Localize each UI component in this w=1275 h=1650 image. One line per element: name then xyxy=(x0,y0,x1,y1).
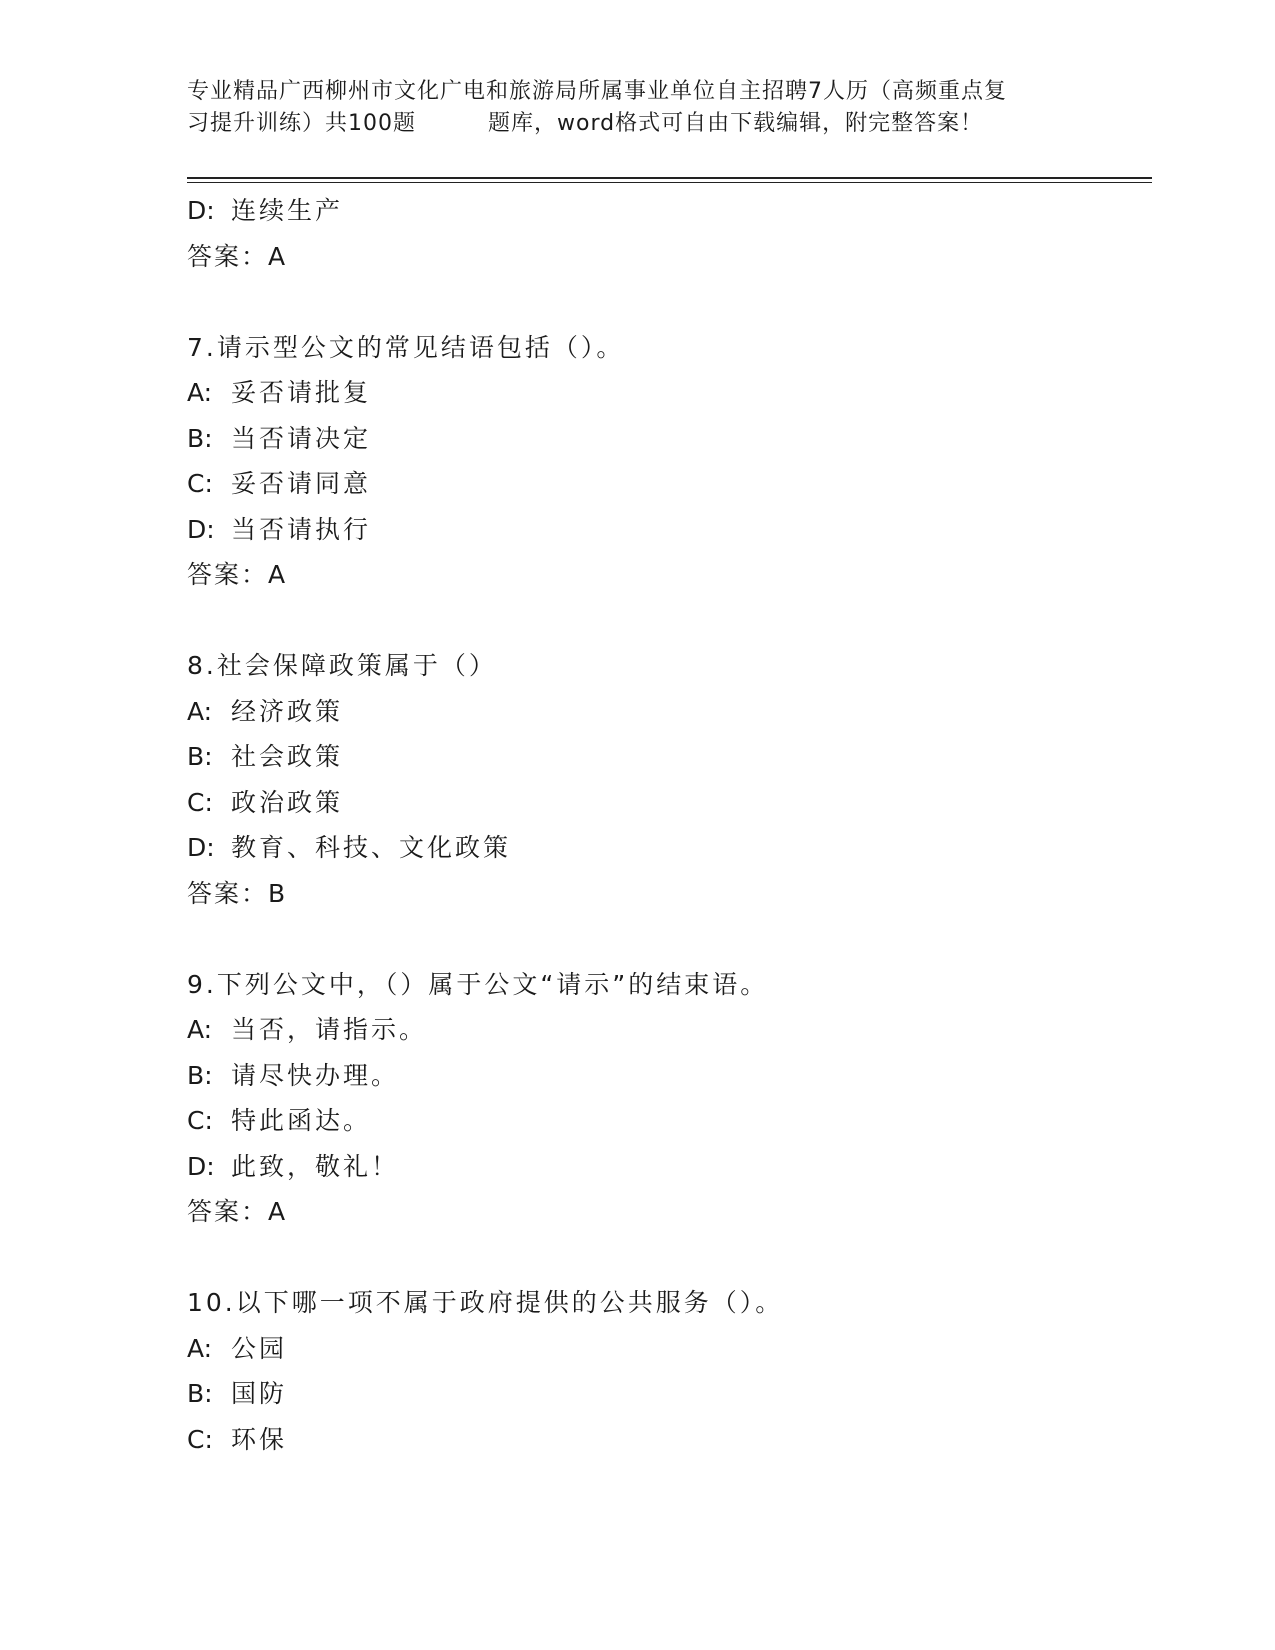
header-line-2-right: 题库，word格式可自由下载编辑，附完整答案！ xyxy=(488,111,984,136)
option-key: B: xyxy=(187,742,213,771)
option-line xyxy=(187,689,1127,735)
answer-value: A xyxy=(268,560,286,589)
question-stem: 9.下列公文中，（）属于公文“请示”的结束语。 xyxy=(187,969,769,999)
option-line xyxy=(187,1417,1127,1463)
option-text: 当否请决定 xyxy=(231,423,372,453)
option-line xyxy=(187,507,1127,553)
option-text: 国防 xyxy=(231,1379,288,1408)
option-key: D: xyxy=(187,833,215,862)
option-key: D: xyxy=(187,1151,215,1181)
option-key: D: xyxy=(187,514,215,544)
question-stem: 10.以下哪一项不属于政府提供的公共服务（）。 xyxy=(187,1288,784,1317)
question-stem: 7.请示型公文的常见结语包括（）。 xyxy=(187,332,625,362)
answer-line xyxy=(187,234,1127,280)
option-line xyxy=(187,1007,1127,1053)
option-text: 教育、科技、文化政策 xyxy=(231,833,512,862)
option-line xyxy=(187,780,1127,826)
option-text: 妥否请同意 xyxy=(231,469,372,498)
option-text: 妥否请批复 xyxy=(231,378,372,407)
option-text: 公园 xyxy=(231,1333,288,1363)
option-key: C: xyxy=(187,1424,213,1454)
page-header xyxy=(187,76,1127,140)
question-list xyxy=(187,188,1127,1462)
option-text: 经济政策 xyxy=(231,696,344,726)
option-key: A: xyxy=(187,378,213,407)
option-key: C: xyxy=(187,1106,213,1135)
option-text: 环保 xyxy=(231,1424,288,1454)
option-key: D: xyxy=(187,196,215,225)
option-line xyxy=(187,370,1127,416)
option-key: B: xyxy=(187,423,213,453)
header-rule-thin xyxy=(187,182,1152,183)
option-line xyxy=(187,1098,1127,1144)
header-line-2 xyxy=(187,108,1127,140)
answer-label: 答案： xyxy=(187,241,269,271)
answer-line xyxy=(187,871,1127,917)
answer-line xyxy=(187,1189,1127,1235)
option-key: C: xyxy=(187,469,213,498)
option-key: B: xyxy=(187,1060,213,1090)
option-line xyxy=(187,416,1127,462)
header-rule-thick xyxy=(187,177,1152,179)
option-text: 当否，请指示。 xyxy=(231,1015,428,1044)
option-line xyxy=(187,1144,1127,1190)
option-text: 社会政策 xyxy=(231,742,344,771)
answer-value: B xyxy=(268,878,286,908)
answer-line xyxy=(187,552,1127,598)
option-key: A: xyxy=(187,1333,213,1363)
option-line xyxy=(187,825,1127,871)
option-key: A: xyxy=(187,696,213,726)
option-line xyxy=(187,734,1127,780)
option-line xyxy=(187,1053,1127,1099)
option-text: 请尽快办理。 xyxy=(231,1060,400,1090)
answer-label: 答案： xyxy=(187,560,269,589)
answer-value: A xyxy=(268,1197,286,1226)
option-line xyxy=(187,1326,1127,1372)
option-key: A: xyxy=(187,1015,213,1044)
option-line xyxy=(187,1371,1127,1417)
option-text: 政治政策 xyxy=(231,787,344,817)
option-key: C: xyxy=(187,787,213,817)
question-stem: 8.社会保障政策属于（） xyxy=(187,651,497,680)
option-line xyxy=(187,188,1127,234)
header-line-1: 专业精品广西柳州市文化广电和旅游局所属事业单位自主招聘7人历（高频重点复 xyxy=(187,79,1007,104)
option-key: B: xyxy=(187,1379,213,1408)
option-text: 此致，敬礼！ xyxy=(231,1151,400,1181)
option-text: 当否请执行 xyxy=(231,514,372,544)
answer-value: A xyxy=(268,241,286,271)
option-text: 连续生产 xyxy=(231,196,344,225)
header-line-2-left: 习提升训练）共100题 xyxy=(187,111,416,136)
option-line xyxy=(187,461,1127,507)
answer-label: 答案： xyxy=(187,1197,269,1226)
option-text: 特此函达。 xyxy=(231,1106,372,1135)
answer-label: 答案： xyxy=(187,878,269,908)
